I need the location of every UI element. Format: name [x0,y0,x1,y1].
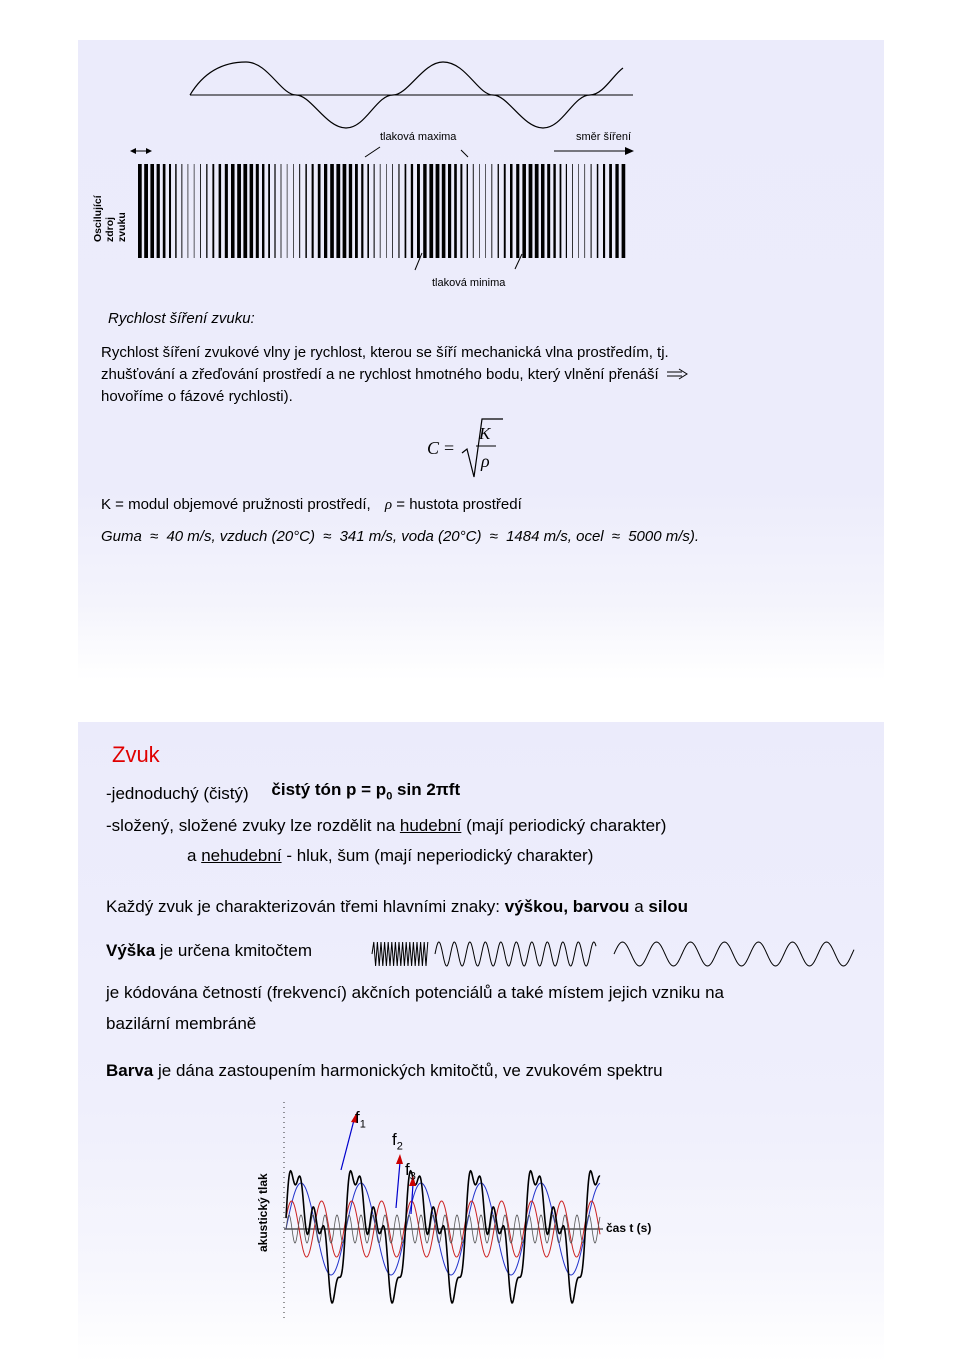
paragraph-line-3: hovoříme o fázové rychlosti). [101,388,293,405]
simple-sound-line: -jednoduchý (čistý) čistý tón $p = p_0$ sin 2πft [106,780,461,803]
x-axis-label: čas t (s) [606,1221,652,1235]
definitions: K = modul objemové pružnosti prostředí, ρ = hustota prostředí [101,496,522,513]
coding-line-2: bazilární membráně [106,1014,257,1033]
slide-title: Zvuk [112,742,160,767]
complex-sound-line-2: a nehudební - hluk, šum (mají neperiodický charakter) [187,846,594,865]
timbre-line: Barva je dána zastoupením harmonických kmitočtů, ve zvukovém spektru [106,1061,663,1080]
section-heading: Rychlost šíření zvuku: [108,310,255,327]
coding-line-1: je kódována četností (frekvencí) akčních potenciálů a také místem jejich vzniku na [106,983,724,1002]
pressure-max-label: tlaková maxima [380,131,457,143]
slide-sound-speed: tlaková maxima směr šíření tlaková minima Oscilující zdroj zvuku Rychlost šíření zvuku: Rychlost šíření zvukové vlny je rychlost, kterou se šíří mechanická vlna prostředím, tj. zhušťování a zřeďování prostředí a ne rychlost hmotného bodu, který vlnění přenáší hovoříme o fázové rychlosti). C = K ρ K = modul objemové pružnosti prostředí, ρ = hustota prostředí Guma ≈ 40 m/s, vzduch (20°C) ≈ 341 m/s, voda (20°C) ≈ 1484 m/s, ocel ≈ 5000 m/s). [78,40,884,680]
f2-label: $f_2$ [392,1130,403,1153]
f1-label: $f_1$ [355,1108,366,1131]
pitch-line: Výška je určena kmitočtem [106,941,313,960]
characteristics-line: Každý zvuk je charakterizován třemi hlavními znaky: výškou, barvou a silou [106,897,689,916]
paragraph-line-1: Rychlost šíření zvukové vlny je rychlost, kterou se šíří mechanická vlna prostředím, tj. [101,344,669,361]
complex-sound-line: -složený, složené zvuky lze rozdělit na hudební (mají periodický charakter) [106,816,667,835]
paragraph-line-2: zhušťování a zřeďování prostředí a ne rychlost hmotného bodu, který vlnění přenáší [101,366,689,384]
f2-arrow [396,1162,400,1208]
source-label: Oscilující zdroj zvuku [92,195,128,242]
speed-examples: Guma ≈ 40 m/s, vzduch (20°C) ≈ 341 m/s, voda (20°C) ≈ 1484 m/s, ocel ≈ 5000 m/s). [101,528,700,545]
f1-arrow [341,1120,354,1170]
direction-label: směr šíření [576,131,632,143]
pure-tone-formula: čistý tón $p = p_0$ sin 2πft [271,780,461,803]
slide-sound [78,722,884,1362]
y-axis-label: akustický tlak [256,1173,270,1252]
harmonics-diagram [78,722,884,1362]
pressure-min-label: tlaková minima [432,277,506,289]
f3-label: $f_3$ [405,1160,416,1183]
